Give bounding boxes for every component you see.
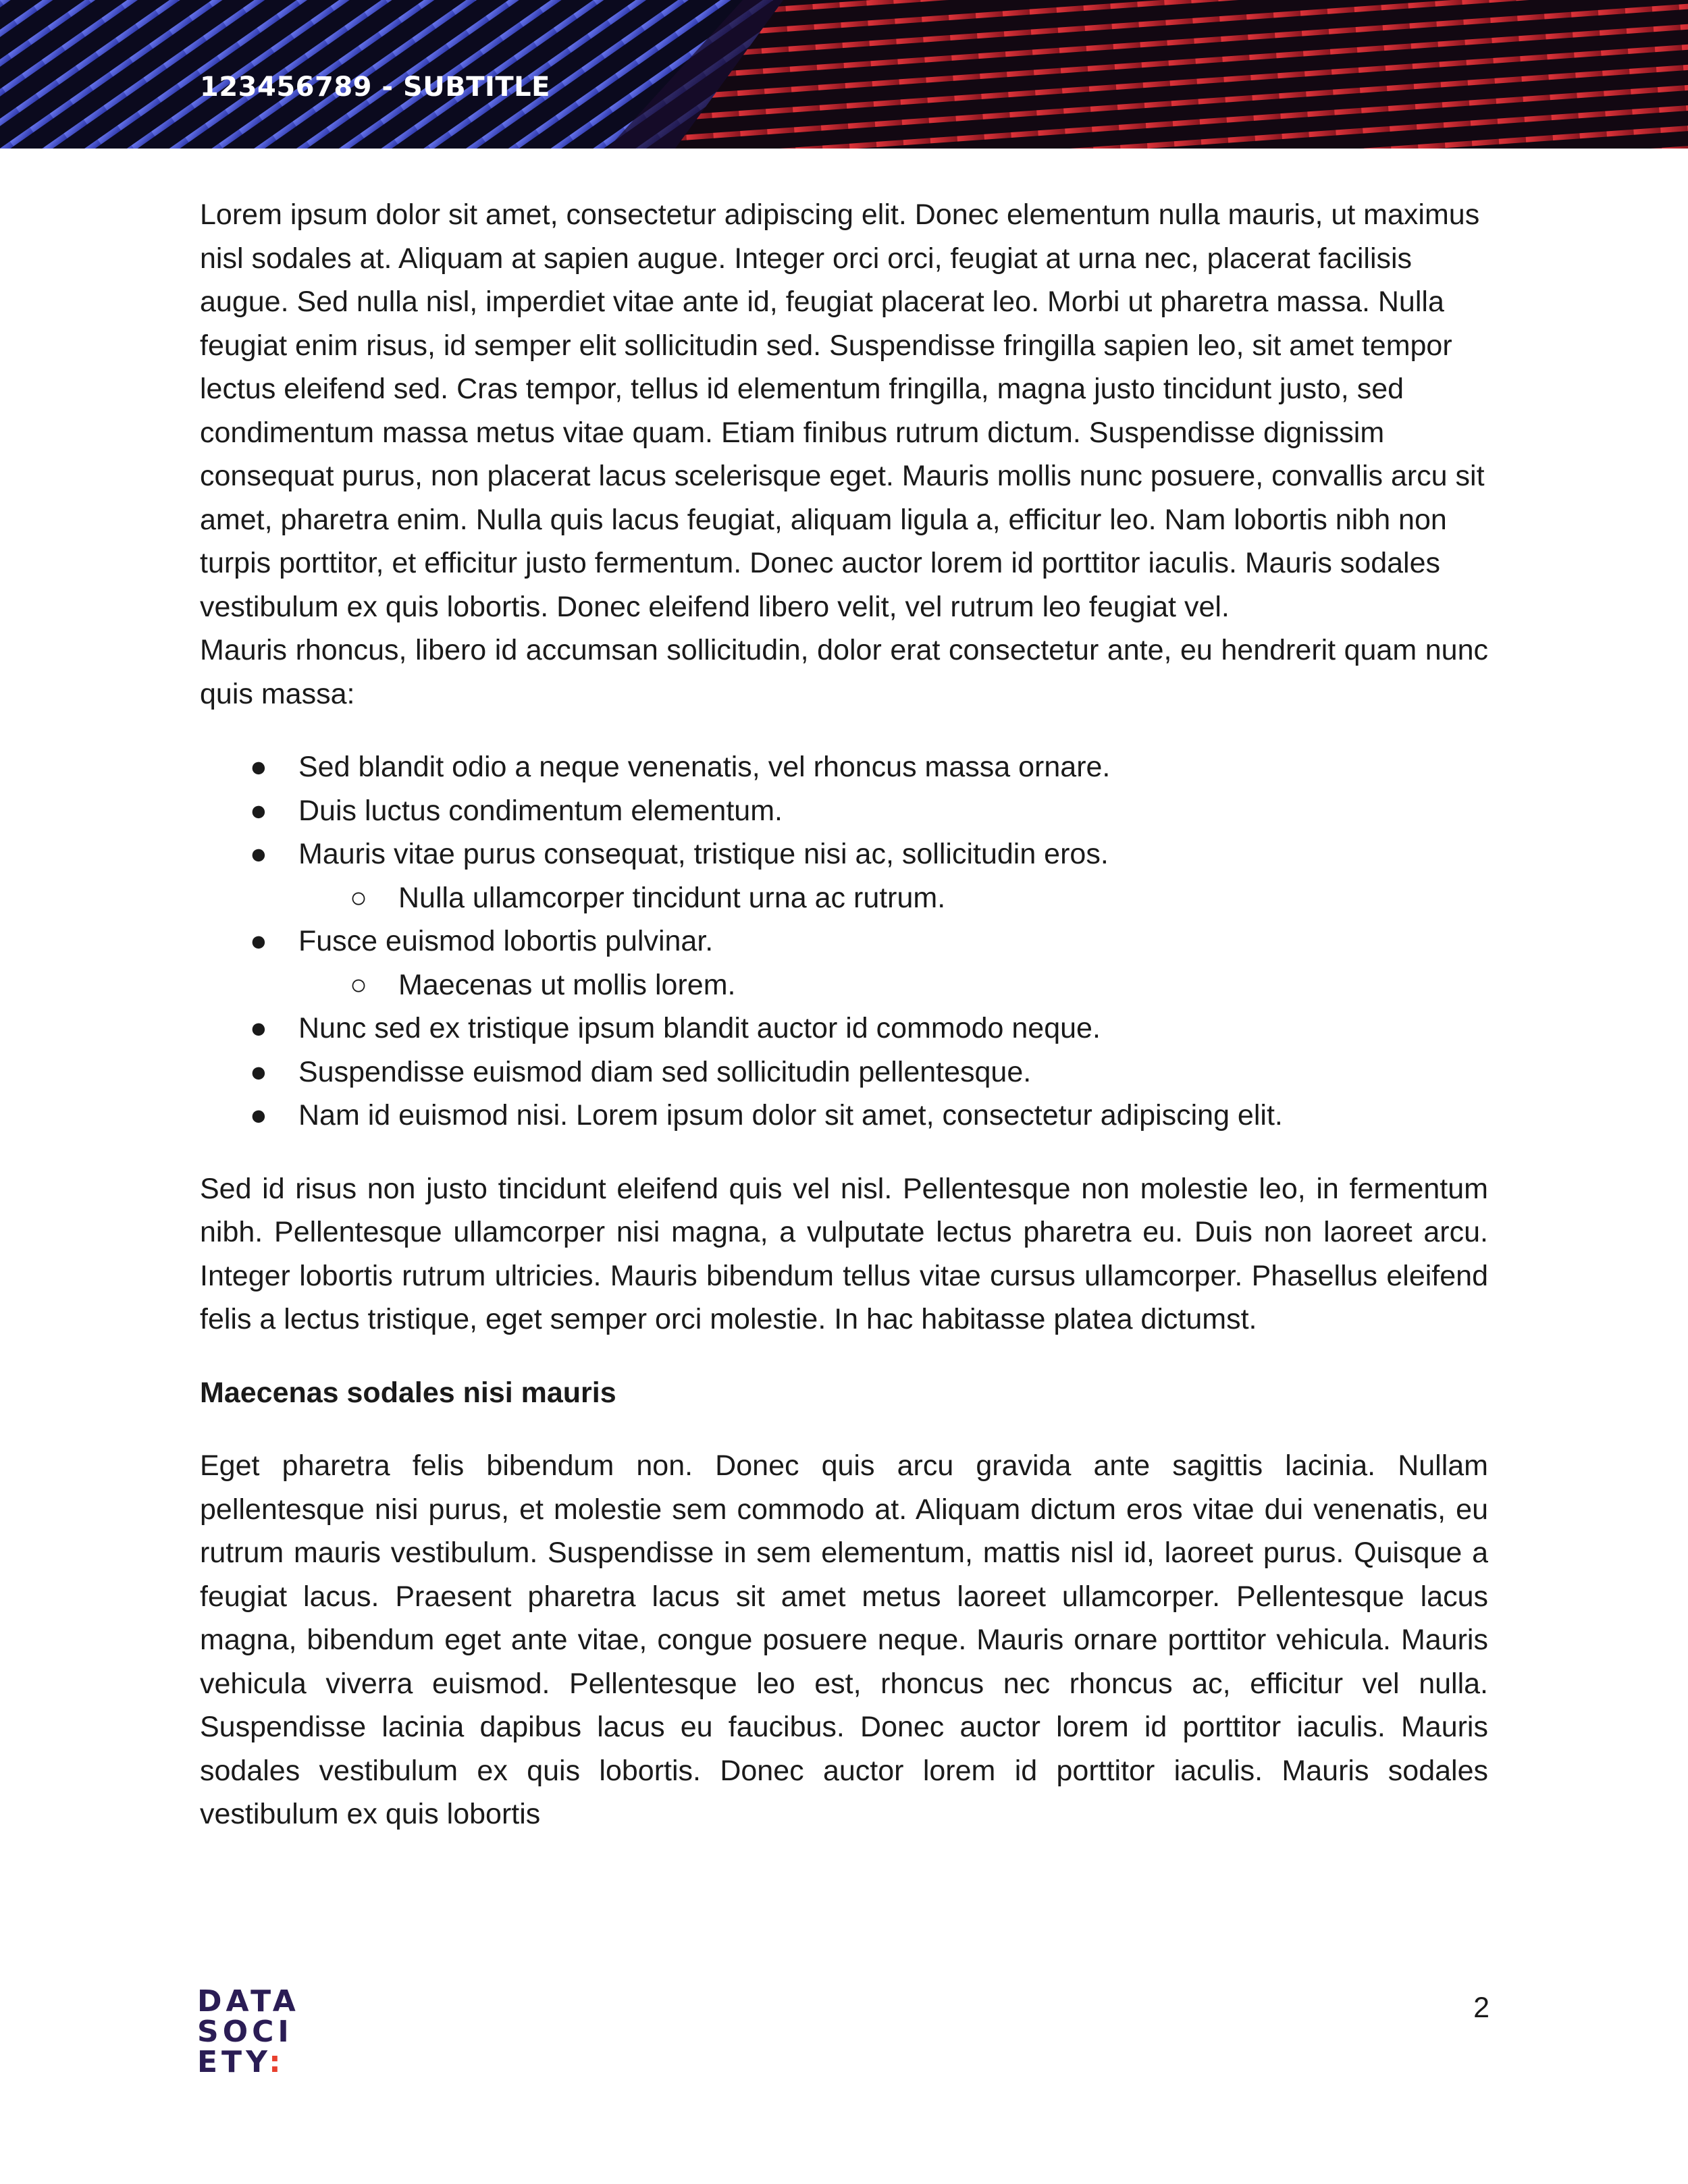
sub-list-item	[200, 876, 1488, 920]
hollow-bullet-icon: ○	[350, 968, 367, 1001]
list-item-text: Nulla ullamcorper tincidunt urna ac rutrum.	[398, 881, 946, 914]
list-item-text: Nam id euismod nisi. Lorem ipsum dolor sit amet, consectetur adipiscing elit.	[298, 1099, 1283, 1131]
list-item-text: Fusce euismod lobortis pulvinar.	[298, 925, 714, 957]
list-item-text: Duis luctus condimentum elementum.	[298, 794, 783, 827]
spacer	[200, 716, 1488, 745]
header-banner	[0, 0, 1688, 149]
bullet-icon: ●	[250, 794, 267, 827]
list-item	[200, 920, 1488, 963]
bullet-icon: ●	[250, 1055, 267, 1088]
list-item	[200, 1007, 1488, 1050]
header-subtitle: 123456789 - SUBTITLE	[200, 72, 550, 103]
bullet-icon: ●	[250, 1099, 267, 1131]
bullet-icon: ●	[250, 838, 267, 870]
spacer	[200, 1414, 1488, 1444]
logo-line-1: DATA	[197, 1984, 300, 2019]
body-paragraph: Sed id risus non justo tincidunt eleifend quis vel nisl. Pellentesque non molestie leo, in fermentum nibh. Pellentesque ullamcorper nisi magna, a vulputate lectus pharetra eu. Duis non laoreet arcu. Integer lobortis rutrum ultricies. Mauris bibendum tellus vitae cursus ullamcorper. Phasellus eleifend felis a lectus tristique, eget semper orci molestie. In hac habitasse platea dictumst.	[200, 1172, 1488, 1335]
sub-list-item	[200, 963, 1488, 1007]
data-society-logo	[197, 1986, 300, 2077]
spacer	[200, 1341, 1488, 1371]
section-heading: Maecenas sodales nisi mauris	[200, 1376, 616, 1409]
list-item	[200, 832, 1488, 876]
list-item	[200, 789, 1488, 833]
page-number: 2	[1473, 1992, 1489, 2024]
bullet-icon: ●	[250, 925, 267, 957]
list-item-text: Nunc sed ex tristique ipsum blandit auctor id commodo neque.	[298, 1012, 1101, 1044]
logo-line-3: ETY:	[197, 2045, 285, 2079]
list-lead-paragraph: Mauris rhoncus, libero id accumsan sollicitudin, dolor erat consectetur ante, eu hendrerit quam nunc quis massa:	[200, 634, 1488, 710]
logo-line-2: SOCI	[197, 2015, 293, 2049]
logo-dot: :	[269, 2045, 285, 2079]
list-item-text: Suspendisse euismod diam sed sollicitudin pellentesque.	[298, 1055, 1032, 1088]
document-body	[200, 193, 1488, 1836]
hollow-bullet-icon: ○	[350, 881, 367, 914]
bullet-icon: ●	[250, 751, 267, 783]
list-item-text: Sed blandit odio a neque venenatis, vel rhoncus massa ornare.	[298, 751, 1111, 783]
intro-paragraph: Lorem ipsum dolor sit amet, consectetur adipiscing elit. Donec elementum nulla mauris, ut maximus nisl sodales at. Aliquam at sapien augue. Integer orci orci, feugiat at urna nec, placerat facilisis augue. Sed nulla nisl, imperdiet vitae ante id, feugiat placerat leo. Morbi ut pharetra massa. Nulla feugiat enim risus, id semper elit sollicitudin sed. Suspendisse fringilla sapien leo, sit amet tempor lectus eleifend sed. Cras tempor, tellus id elementum fringilla, magna justo tincidunt justo, sed condimentum massa metus vitae quam. Etiam finibus rutrum dictum. Suspendisse dignissim consequat purus, non placerat lacus scelerisque eget. Mauris mollis nunc posuere, convallis arcu sit amet, pharetra enim. Nulla quis lacus feugiat, aliquam ligula a, efficitur leo. Nam lobortis nibh non turpis porttitor, et efficitur justo fermentum. Donec auctor lorem id porttitor iaculis. Mauris sodales vestibulum ex quis lobortis. Donec eleifend libero velit, vel rutrum leo feugiat vel.	[200, 198, 1485, 623]
section-paragraph: Eget pharetra felis bibendum non. Donec quis arcu gravida ante sagittis lacinia. Nullam pellentesque nisi purus, et molestie sem commodo at. Aliquam dictum eros vitae dui venenatis, eu rutrum mauris vestibulum. Suspendisse in sem elementum, mattis nisl id, laoreet purus. Quisque a feugiat lacus. Praesent pharetra lacus sit amet metus laoreet ullamcorper. Pellentesque lacus magna, bibendum eget ante vitae, congue posuere neque. Mauris ornare porttitor vehicula. Mauris vehicula viverra euismod. Pellentesque leo est, rhoncus nec rhoncus ac, efficitur vel nulla. Suspendisse lacinia dapibus lacus eu faucibus. Donec auctor lorem id porttitor iaculis. Mauris sodales vestibulum ex quis lobortis. Donec auctor lorem id porttitor iaculis. Mauris sodales vestibulum ex quis lobortis	[200, 1449, 1488, 1830]
bullet-icon: ●	[250, 1012, 267, 1044]
list-item	[200, 1094, 1488, 1138]
list-item-text: Maecenas ut mollis lorem.	[398, 968, 736, 1001]
bullet-list	[200, 745, 1488, 1138]
spacer	[200, 1138, 1488, 1167]
list-item-text: Mauris vitae purus consequat, tristique nisi ac, sollicitudin eros.	[298, 838, 1109, 870]
list-item	[200, 745, 1488, 789]
list-item	[200, 1050, 1488, 1094]
